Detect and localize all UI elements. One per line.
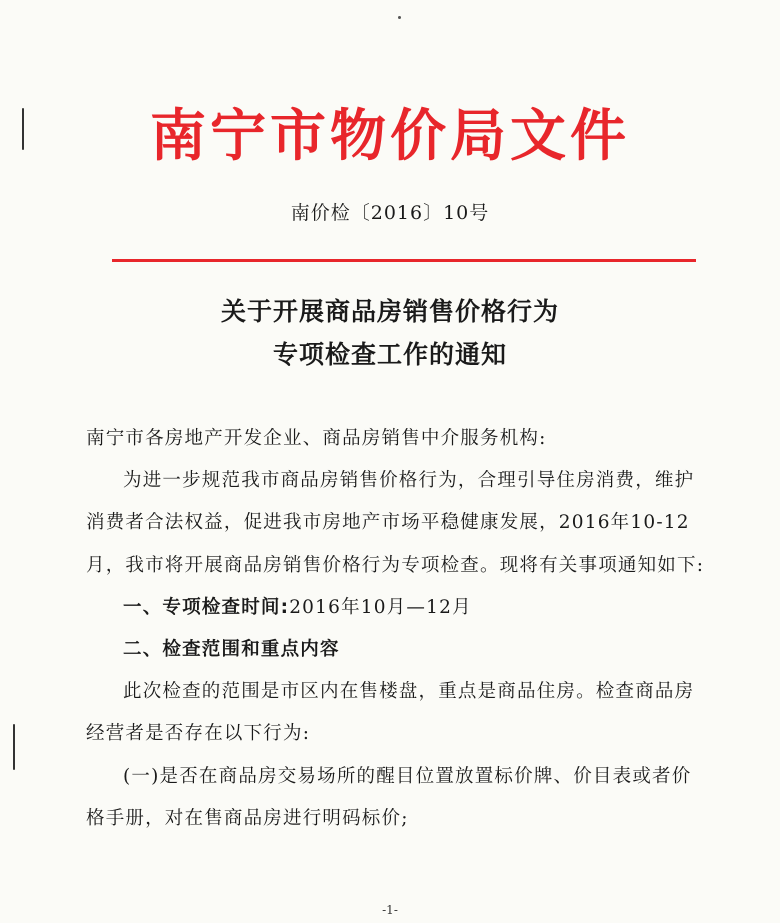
notice-subject bbox=[0, 290, 780, 376]
binding-mark-bottom bbox=[13, 724, 15, 770]
section-1 bbox=[86, 587, 706, 629]
red-divider-line bbox=[112, 259, 696, 262]
page-number: -1- bbox=[382, 903, 398, 917]
notice-body bbox=[86, 418, 706, 840]
section-1-heading: 一、专项检查时间: bbox=[123, 596, 290, 618]
scan-speck bbox=[398, 16, 401, 19]
document-number: 南价检〔2016〕10号 bbox=[290, 202, 490, 224]
salutation: 南宁市各房地产开发企业、商品房销售中介服务机构: bbox=[86, 428, 547, 449]
issuer-title: 南宁市物价局文件 bbox=[150, 103, 630, 169]
paragraph-scope: 此次检查的范围是市区内在售楼盘，重点是商品住房。检查商品房经营者是否存在以下行为: bbox=[86, 681, 695, 745]
paragraph-purpose: 为进一步规范我市商品房销售价格行为，合理引导住房消费，维护消费者合法权益，促进我市房地产市场平稳健康发展，2016年10-12月，我市将开展商品房销售价格行为专项检查。现将有关事项通知如下: bbox=[86, 470, 705, 576]
subject-line-1: 关于开展商品房销售价格行为 bbox=[220, 297, 559, 326]
subject-line-2: 专项检查工作的通知 bbox=[272, 340, 507, 369]
section-2-heading: 二、检查范围和重点内容 bbox=[123, 639, 340, 661]
section-2 bbox=[86, 629, 706, 671]
section-1-text: 2016年10月—12月 bbox=[289, 596, 472, 618]
paragraph-item-1: (一)是否在商品房交易场所的醒目位置放置标价牌、价目表或者价格手册，对在售商品房进行明码标价; bbox=[86, 765, 692, 829]
